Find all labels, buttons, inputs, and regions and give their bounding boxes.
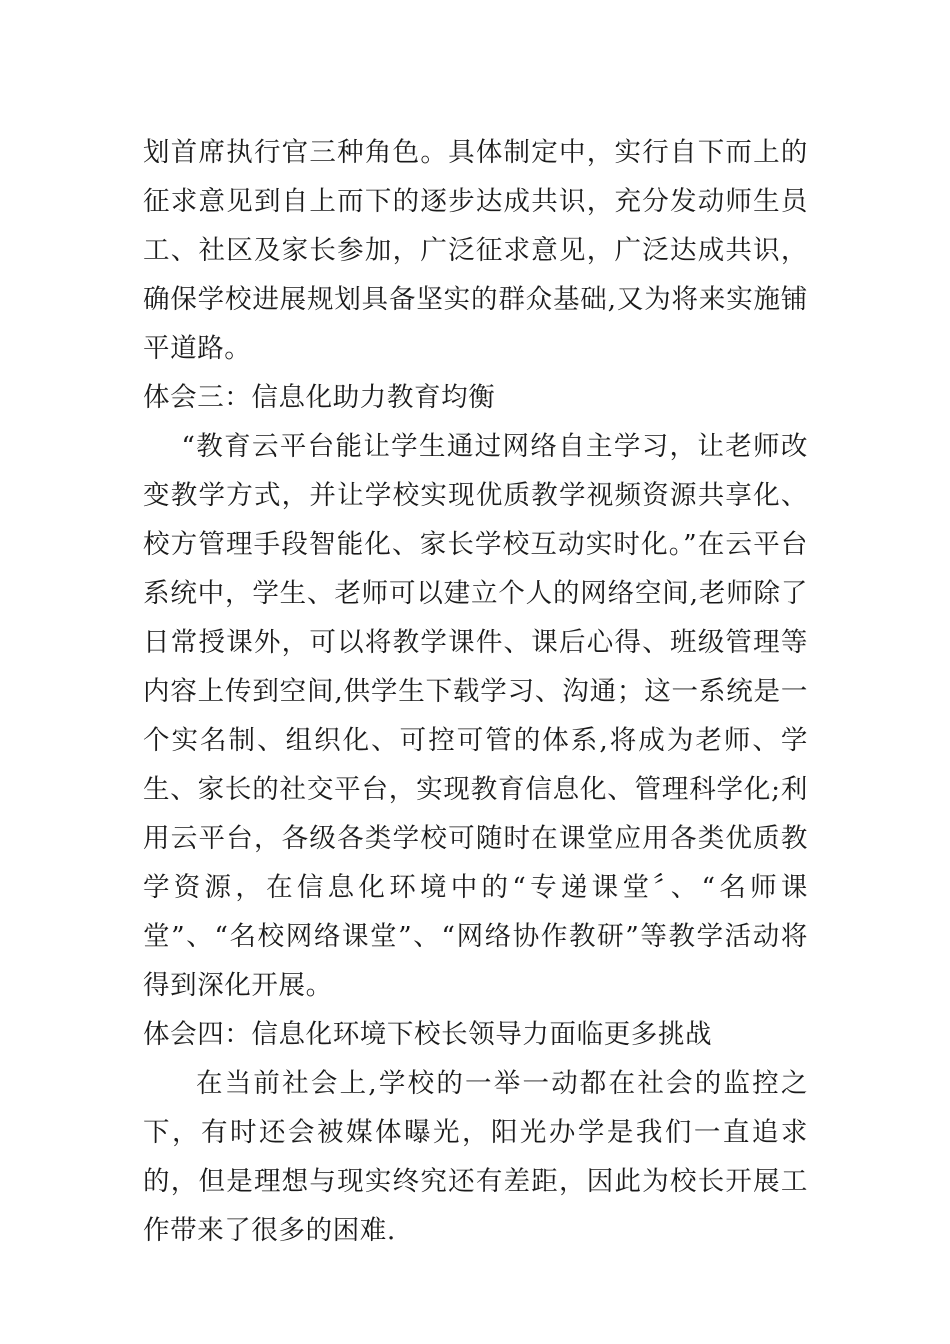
document-body [143,128,808,1255]
heading-insight-three: 体会三：信息化助力教育均衡 [143,382,496,413]
heading-insight-four: 体会四：信息化环境下校长领导力面临更多挑战 [143,1019,713,1050]
paragraph-leadership-challenges: 在当前社会上,学校的一举一动都在社会的监控之下，有时还会被媒体曝光，阳光办学是我们一直追求的，但是理想与现实终究还有差距，因此为校长开展工作带来了很多的困难. [143,1068,808,1246]
paragraph-education-cloud: “教育云平台能让学生通过网络自主学习，让老师改变教学方式，并让学校实现优质教学视频资源共享化、校方管理手段智能化、家长学校互动实时化。”在云平台系统中，学生、老师可以建立个人的网络空间,老师除了日常授课外，可以将教学课件、课后心得、班级管理等内容上传到空间,供学生下载学习、沟通；这一系统是一个实名制、组织化、可控可管的体系,将成为老师、学生、家长的社交平台，实现教育信息化、管理科学化;利用云平台，各级各类学校可随时在课堂应用各类优质教学资源，在信息化环境中的“专递课堂〞、“名师课堂”、“名校网络课堂”、“网络协作教研”等教学活动将得到深化开展。 [143,431,808,1001]
paragraph-role-planning: 划首席执行官三种角色。具体制定中，实行自下而上的征求意见到自上而下的逐步达成共识，充分发动师生员工、社区及家长参加，广泛征求意见，广泛达成共识，确保学校进展规划具备坚实的群众基础,又为将来实施铺平道路。 [143,137,808,364]
